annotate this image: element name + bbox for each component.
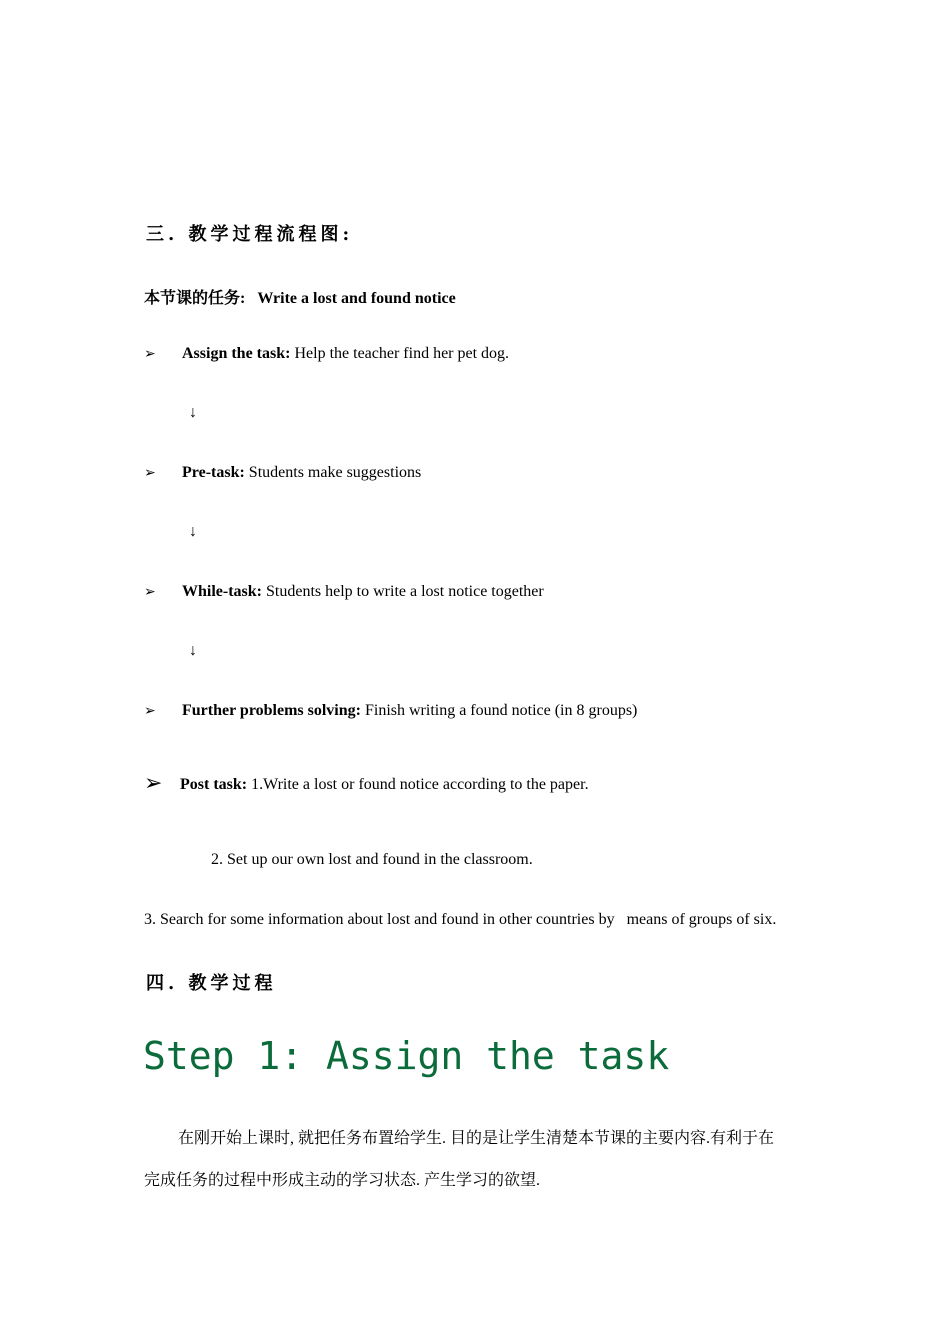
arrowhead-bullet-icon: ➢	[144, 466, 156, 481]
flow-text: Students make suggestions	[244, 464, 422, 481]
task-line	[144, 285, 456, 308]
section-4-heading: 四. 教学过程	[146, 973, 277, 994]
flow-item-further-problems	[144, 702, 844, 726]
step-1-paragraph	[144, 1118, 814, 1202]
flow-label: Further problems solving:	[182, 702, 361, 719]
flow-item-pre-task	[144, 464, 844, 488]
flow-text: Students help to write a lost notice together	[262, 583, 544, 600]
task-value: Write a lost and found notice	[257, 290, 456, 307]
flow-text: Finish writing a found notice (in 8 groups)	[360, 702, 638, 719]
down-arrow-icon: ↓	[189, 642, 197, 659]
paragraph-line: 完成任务的过程中形成主动的学习状态. 产生学习的欲望.	[144, 1172, 541, 1189]
arrowhead-bullet-icon: ➢	[144, 704, 156, 719]
flow-label: Assign the task:	[182, 345, 291, 362]
task-label: 本节课的任务:	[144, 290, 246, 307]
post-task-item-1: 1.Write a lost or found notice according to the paper.	[247, 776, 589, 793]
flow-item-while-task	[144, 583, 844, 607]
flow-item-assign	[144, 345, 844, 369]
paragraph-line: 在刚开始上课时, 就把任务布置给学生. 目的是让学生清楚本节课的主要内容.有利于在	[178, 1130, 775, 1147]
post-task-item-2: 2. Set up our own lost and found in the classroom.	[211, 851, 533, 868]
arrowhead-bullet-icon: ➢	[144, 585, 156, 600]
down-arrow-icon: ↓	[189, 523, 197, 540]
down-arrow-icon: ↓	[189, 404, 197, 421]
post-task-label: Post task:	[180, 776, 248, 793]
post-task-item	[144, 770, 864, 802]
flow-label: While-task:	[182, 583, 262, 600]
post-task-item-3: 3. Search for some information about lost and found in other countries by means of groups of six.	[144, 911, 777, 928]
flow-label: Pre-task:	[182, 464, 245, 481]
arrowhead-bullet-icon: ➢	[144, 347, 156, 362]
section-3-heading: 三. 教学过程流程图:	[146, 224, 354, 245]
flow-text: Help the teacher find her pet dog.	[290, 345, 510, 362]
step-1-title: Step 1: Assign the task	[143, 1034, 670, 1078]
arrowhead-bullet-icon: ➢	[144, 770, 163, 795]
